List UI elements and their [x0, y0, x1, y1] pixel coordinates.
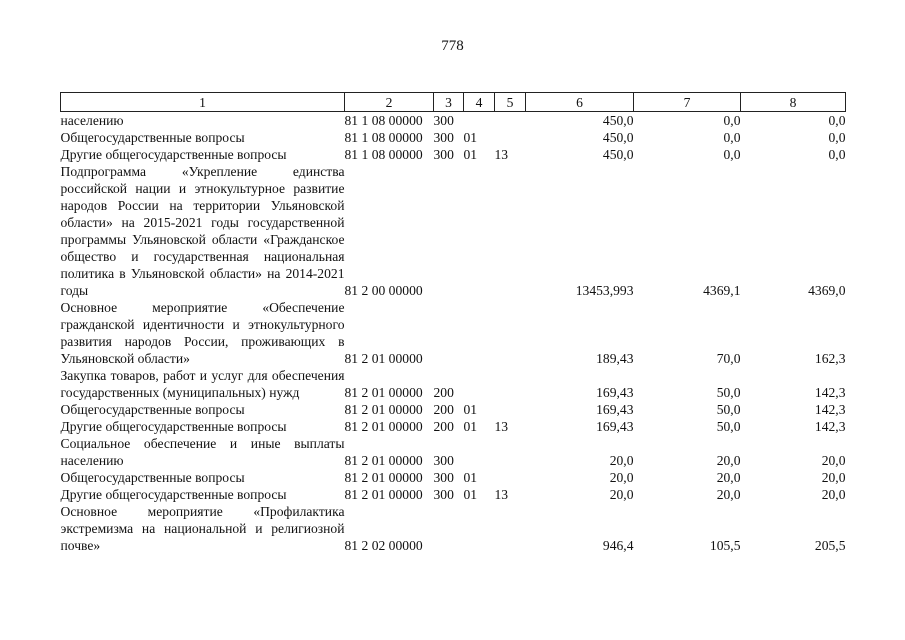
row-amount-3-cell: 20,0 — [821, 487, 846, 502]
row-name-cell: Другие общегосударственные вопросы — [60, 147, 287, 162]
row-vr-cell — [434, 163, 464, 299]
row-amount-2-cell: 4369,1 — [703, 283, 741, 298]
column-header-pr: 5 — [495, 93, 526, 112]
row-amount-3-cell: 0,0 — [828, 113, 846, 128]
column-header-rz: 4 — [464, 93, 495, 112]
row-rz-cell: 01 — [463, 419, 478, 434]
row-vr-cell: 300 — [433, 470, 454, 485]
row-rz-cell: 01 — [463, 147, 478, 162]
row-amount-3-cell: 0,0 — [828, 130, 846, 145]
row-vr-cell: 300 — [433, 130, 454, 145]
table-row — [61, 146, 846, 163]
row-amount-2-cell: 20,0 — [716, 453, 741, 468]
row-amount-3-cell: 205,5 — [814, 538, 846, 553]
row-vr-cell: 300 — [433, 147, 454, 162]
row-amount-1-cell: 946,4 — [602, 538, 634, 553]
row-amount-1-cell: 20,0 — [609, 470, 634, 485]
row-amount-2-cell: 50,0 — [716, 402, 741, 417]
row-pr-cell — [495, 367, 526, 401]
row-vr-cell: 300 — [433, 453, 454, 468]
row-vr-cell: 200 — [433, 385, 454, 400]
row-code-cell: 81 2 01 00000 — [344, 402, 423, 417]
row-name-cell: Подпрограмма «Укрепление единства российской нации и этнокультурное развитие народов России на территории Ульяновской области» на 2015-2021 годы государственной программы Ульяновской области «Гражданское общество и государственная национальная политика в Ульяновской области» на 2014-2021 годы — [60, 164, 345, 298]
row-pr-cell — [495, 401, 526, 418]
row-name-cell: Основное мероприятие «Профилактика экстремизма на национальной и религиозной почве» — [60, 504, 345, 553]
table-row — [61, 163, 846, 299]
row-vr-cell: 300 — [433, 113, 454, 128]
row-rz-cell: 01 — [463, 487, 478, 502]
row-amount-1-cell: 20,0 — [609, 487, 634, 502]
table-row — [61, 112, 846, 130]
row-code-cell: 81 2 01 00000 — [344, 453, 423, 468]
row-amount-1-cell: 450,0 — [602, 130, 634, 145]
column-header-vr: 3 — [434, 93, 464, 112]
row-amount-1-cell: 20,0 — [609, 453, 634, 468]
column-header-name: 1 — [61, 93, 345, 112]
column-header-amount-3: 8 — [741, 93, 846, 112]
row-pr-cell: 13 — [494, 419, 509, 434]
row-amount-3-cell: 142,3 — [814, 419, 846, 434]
row-pr-cell: 13 — [494, 147, 509, 162]
table-row — [61, 129, 846, 146]
row-code-cell: 81 2 01 00000 — [344, 470, 423, 485]
row-name-cell: Общегосударственные вопросы — [60, 470, 245, 485]
row-pr-cell — [495, 435, 526, 469]
table-row — [61, 401, 846, 418]
table-row — [61, 435, 846, 469]
row-rz-cell — [464, 367, 495, 401]
row-rz-cell: 01 — [463, 470, 478, 485]
row-code-cell: 81 2 02 00000 — [344, 538, 423, 553]
row-amount-3-cell: 0,0 — [828, 147, 846, 162]
row-amount-2-cell: 0,0 — [723, 130, 741, 145]
row-vr-cell — [434, 503, 464, 554]
row-vr-cell — [434, 299, 464, 367]
row-name-cell: Основное мероприятие «Обеспечение гражданской идентичности и этнокультурного развития народов России, проживающих в Ульяновской области» — [60, 300, 345, 366]
row-rz-cell — [464, 163, 495, 299]
table-row — [61, 299, 846, 367]
row-pr-cell — [495, 112, 526, 130]
row-rz-cell: 01 — [463, 130, 478, 145]
row-pr-cell — [495, 469, 526, 486]
row-code-cell: 81 2 01 00000 — [344, 419, 423, 434]
row-amount-3-cell: 162,3 — [814, 351, 846, 366]
row-name-cell: Другие общегосударственные вопросы — [60, 487, 287, 502]
row-amount-1-cell: 450,0 — [602, 113, 634, 128]
row-name-cell: Закупка товаров, работ и услуг для обеспечения государственных (муниципальных) нужд — [60, 368, 345, 400]
row-pr-cell — [495, 129, 526, 146]
table-row — [61, 469, 846, 486]
row-amount-1-cell: 450,0 — [602, 147, 634, 162]
row-rz-cell — [464, 299, 495, 367]
column-header-amount-2: 7 — [634, 93, 741, 112]
row-amount-1-cell: 13453,993 — [575, 283, 634, 298]
row-code-cell: 81 2 00 00000 — [344, 283, 423, 298]
table-row — [61, 486, 846, 503]
row-code-cell: 81 2 01 00000 — [344, 351, 423, 366]
row-amount-1-cell: 169,43 — [596, 385, 634, 400]
table-row — [61, 367, 846, 401]
table-row — [61, 418, 846, 435]
table-body — [61, 112, 846, 555]
row-amount-1-cell: 189,43 — [596, 351, 634, 366]
row-amount-1-cell: 169,43 — [596, 402, 634, 417]
row-name-cell: Социальное обеспечение и иные выплаты населению — [60, 436, 345, 468]
row-amount-2-cell: 0,0 — [723, 113, 741, 128]
row-rz-cell — [464, 503, 495, 554]
row-vr-cell: 300 — [433, 487, 454, 502]
row-name-cell: Общегосударственные вопросы — [60, 402, 245, 417]
column-header-amount-1: 6 — [526, 93, 634, 112]
budget-table — [60, 92, 846, 554]
row-name-cell: Общегосударственные вопросы — [60, 130, 245, 145]
row-code-cell: 81 2 01 00000 — [344, 487, 423, 502]
row-code-cell: 81 1 08 00000 — [344, 130, 423, 145]
row-amount-3-cell: 20,0 — [821, 470, 846, 485]
row-rz-cell — [464, 112, 495, 130]
row-amount-2-cell: 0,0 — [723, 147, 741, 162]
row-amount-1-cell: 169,43 — [596, 419, 634, 434]
header-row — [61, 93, 846, 112]
page-number: 778 — [441, 38, 464, 54]
table-row — [61, 503, 846, 554]
row-name-cell: населению — [60, 113, 124, 128]
row-vr-cell: 200 — [433, 419, 454, 434]
row-pr-cell: 13 — [494, 487, 509, 502]
row-vr-cell: 200 — [433, 402, 454, 417]
row-rz-cell: 01 — [463, 402, 478, 417]
row-pr-cell — [495, 163, 526, 299]
row-amount-2-cell: 20,0 — [716, 470, 741, 485]
row-amount-2-cell: 105,5 — [709, 538, 741, 553]
row-amount-2-cell: 50,0 — [716, 419, 741, 434]
row-code-cell: 81 2 01 00000 — [344, 385, 423, 400]
row-code-cell: 81 1 08 00000 — [344, 113, 423, 128]
row-amount-2-cell: 20,0 — [716, 487, 741, 502]
row-amount-3-cell: 142,3 — [814, 402, 846, 417]
row-rz-cell — [464, 435, 495, 469]
table-header — [61, 93, 846, 112]
row-pr-cell — [495, 299, 526, 367]
row-pr-cell — [495, 503, 526, 554]
row-amount-3-cell: 20,0 — [821, 453, 846, 468]
row-amount-2-cell: 70,0 — [716, 351, 741, 366]
row-amount-3-cell: 4369,0 — [808, 283, 846, 298]
column-header-code: 2 — [345, 93, 434, 112]
row-name-cell: Другие общегосударственные вопросы — [60, 419, 287, 434]
row-code-cell: 81 1 08 00000 — [344, 147, 423, 162]
row-amount-3-cell: 142,3 — [814, 385, 846, 400]
row-amount-2-cell: 50,0 — [716, 385, 741, 400]
